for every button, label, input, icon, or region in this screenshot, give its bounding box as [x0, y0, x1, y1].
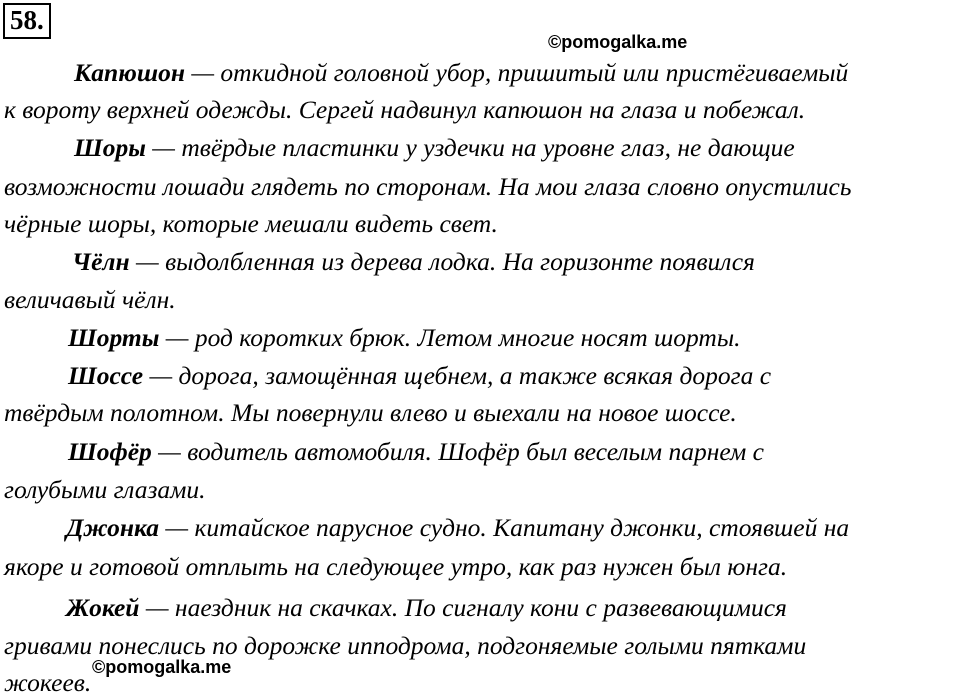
watermark-bottom: ©pomogalka.me	[92, 657, 232, 677]
definition-text: — наездник на скачках. По сигналу кони с развевающимися	[139, 593, 787, 622]
definition-text: — твёрдые пластинки у уздечки на уровне глаз, не дающие	[145, 133, 795, 162]
entry-zhokey-line-1	[66, 593, 787, 623]
entry-zhokey-line-3: жокеев.	[4, 668, 92, 697]
definition-text: — выдолбленная из дерева лодка. На горизонте появился	[129, 247, 755, 276]
entry-shosse-line-2: твёрдым полотном. Мы повернули влево и выехали на новое шоссе.	[4, 398, 737, 427]
term-shorty: Шорты	[68, 323, 160, 352]
definition-text: — китайское парусное судно. Капитану джонки, стоявшей на	[159, 513, 850, 542]
entry-dzhonka-line-2: якоре и готовой отплыть на следующее утро, как раз нужен был юнга.	[4, 552, 788, 581]
entry-shory-line-3: чёрные шоры, которые мешали видеть свет.	[4, 209, 498, 238]
exercise-number: 58.	[3, 3, 51, 39]
entry-capyushon-line-2: к вороту верхней одежды. Сергей надвинул капюшон на глаза и побежал.	[4, 95, 806, 124]
definition-text: — откидной головной убор, пришитый или пристёгиваемый	[185, 58, 849, 87]
term-shory: Шоры	[74, 133, 146, 162]
entry-shosse-line-1	[68, 361, 771, 391]
entry-zhokey-line-2: гривами понеслись по дорожке ипподрома, подгоняемые голыми пятками	[4, 631, 807, 660]
entry-capyushon-line-1	[74, 58, 848, 88]
term-cheln: Чёлн	[72, 247, 130, 276]
term-shosse: Шоссе	[68, 361, 144, 390]
entry-shory-line-2: возможности лошади глядеть по сторонам. На мои глаза словно опустились	[4, 172, 852, 201]
term-kapyushon: Капюшон	[74, 58, 185, 87]
entry-dzhonka-line-1	[66, 513, 849, 543]
term-shofer: Шофёр	[68, 437, 152, 466]
definition-text: — водитель автомобиля. Шофёр был веселым парнем с	[151, 437, 764, 466]
entry-shofer-line-1	[68, 437, 764, 467]
definition-text: — род коротких брюк. Летом многие носят шорты.	[159, 323, 741, 352]
entry-shory-line-1	[74, 133, 795, 163]
definition-text: — дорога, замощённая щебнем, а также всякая дорога с	[143, 361, 772, 390]
entry-cheln-line-2: величавый чёлн.	[4, 285, 176, 314]
term-dzhonka: Джонка	[66, 513, 160, 542]
entry-shofer-line-2: голубыми глазами.	[4, 475, 206, 504]
entry-cheln-line-1	[72, 247, 755, 277]
term-zhokey: Жокей	[66, 593, 140, 622]
watermark-top: ©pomogalka.me	[548, 32, 688, 52]
entry-shorty-line-1	[68, 323, 741, 353]
